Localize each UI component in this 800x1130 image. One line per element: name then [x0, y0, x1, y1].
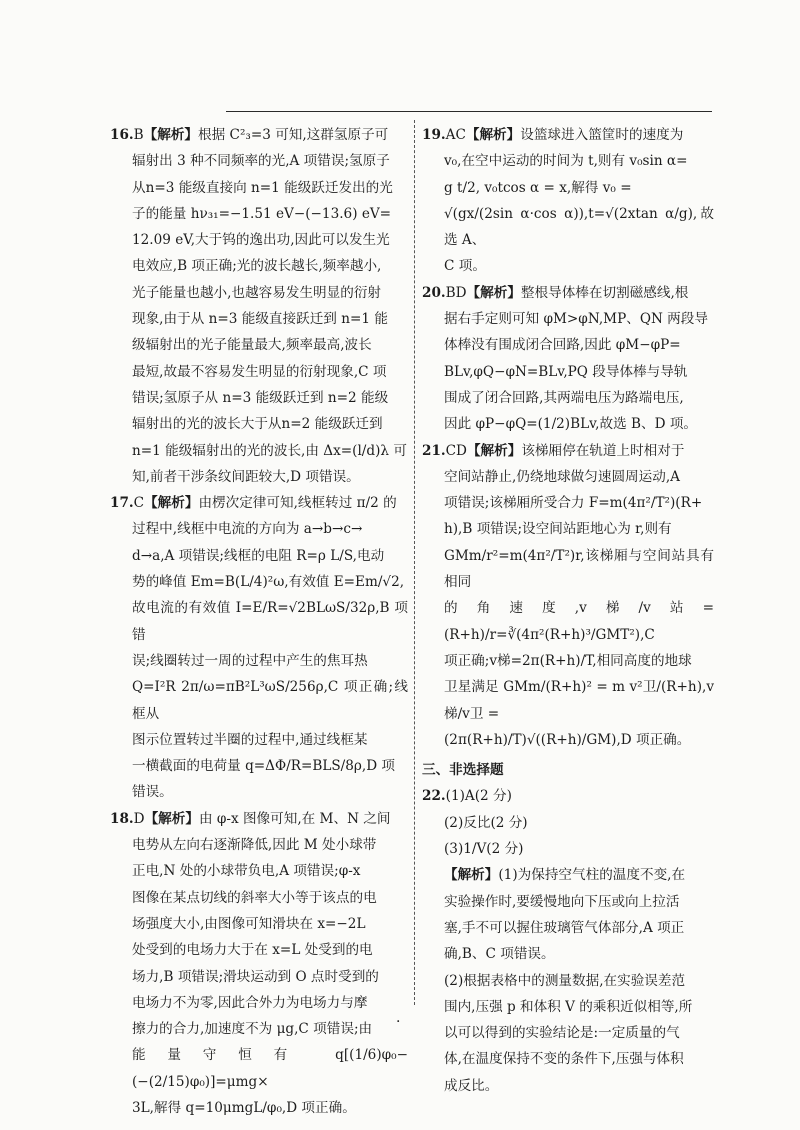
q18-num: 18.: [110, 810, 134, 827]
q21-line: 项错误;该梯厢所受合力 F=m(4π²/T²)(R+: [444, 495, 703, 512]
q21-answer: CD: [445, 442, 467, 459]
q16-line: n=1 能级辐射出的光的波长,由 Δx=(l/d)λ 可: [132, 442, 407, 459]
header-rule: [226, 111, 712, 112]
q16-line: 辐射出 3 种不同频率的光,A 项错误;氢原子: [132, 153, 390, 170]
q17-line: d→a,A 项错误;线框的电阻 R=ρ L/S,电动: [132, 547, 385, 564]
q19-text: 设篮球进入篮筐时的速度为: [520, 127, 684, 143]
q16-num: 16.: [110, 127, 134, 143]
q22-answer-3: (3)1/V(2 分): [444, 841, 524, 858]
q17-num: 17.: [110, 495, 134, 512]
left-column: [110, 122, 408, 1121]
q17-line: Q=I²R 2π/ω=πB²L³ωS/256ρ,C 项正确;线框从: [132, 679, 408, 722]
q19-num: 19.: [422, 127, 446, 143]
q20-text: 整根导体棒在切割磁感线,根: [520, 284, 689, 301]
right-column: [422, 122, 714, 1099]
q20-num: 20.: [422, 284, 446, 301]
q16-line: 错误;氢原子从 n=3 能级跃迁到 n=2 能级: [132, 389, 389, 406]
q17-line: 故电流的有效值 I=E/R=√2BLωS/32ρ,B 项错: [132, 600, 408, 643]
question-18: [110, 806, 408, 1122]
q22-analysis-line: 以可以得到的实验结论是:一定质量的气: [444, 1025, 680, 1042]
q22-analysis-line: 围内,压强 p 和体积 V 的乘积近似相等,所: [444, 998, 693, 1015]
q18-line: 能量守恒有 q[(1/6)φ₀−(−(2/15)φ₀)]=μmg×: [132, 1047, 408, 1090]
q16-line: 现象,由于从 n=3 能级直接跃迁到 n=1 能: [132, 311, 388, 328]
q20-line: BLv,φQ−φN=BLv,PQ 段导体棒与导轨: [444, 363, 688, 380]
q21-line: 项正确;v梯=2π(R+h)/T,相同高度的地球: [444, 652, 692, 669]
q20-answer: BD: [445, 284, 467, 301]
q19-line: C 项。: [444, 258, 486, 275]
q18-line: 场力,B 项错误;滑块运动到 O 点时受到的: [132, 968, 379, 985]
q17-line: 误;线圈转过一周的过程中产生的焦耳热: [132, 652, 368, 669]
q17-line-0: [110, 490, 408, 516]
q22-analysis-line: 体,在温度保持不变的条件下,压强与体积: [444, 1051, 684, 1068]
q19-line: g t/2, v₀tcos α = x,解得 v₀ =: [444, 179, 632, 196]
question-19: [422, 122, 714, 280]
q19-line-0: [422, 122, 714, 148]
q19-tag: 【解析】: [465, 127, 521, 143]
q22-analysis-tag: 【解析】: [444, 867, 499, 884]
q16-line: 辐射出的光的波长大于从n=2 能级跃迁到: [132, 416, 383, 433]
q21-line: h),B 项错误;设空间站距地心为 r,则有: [444, 521, 672, 538]
q17-answer: C: [133, 495, 145, 512]
q20-tag: 【解析】: [466, 284, 521, 301]
q16-line: 级辐射出的光子能量最大,频率最高,波长: [132, 337, 372, 354]
q20-line: 体棒没有围成闭合回路,因此 φM−φP=: [444, 337, 681, 354]
q16-line: 12.09 eV,大于钨的逸出功,因此可以发生光: [132, 232, 390, 249]
q16-line-0: [110, 122, 408, 148]
q20-line: 据右手定则可知 φM>φN,MP、QN 两段导: [444, 311, 708, 328]
q22-answer-1: (1)A(2 分): [445, 788, 512, 805]
q22-num: 22.: [422, 788, 446, 805]
q16-line: 知,前者干涉条纹间距较大,D 项错误。: [132, 468, 360, 485]
q19-line: v₀,在空中运动的时间为 t,则有 v₀sin α=: [444, 153, 688, 170]
q18-tag: 【解析】: [144, 810, 199, 827]
q16-line: 子的能量 hν₃₁=−1.51 eV−(−13.6) eV=: [132, 205, 392, 222]
q17-line: 图示位置转过半圈的过程中,通过线框某: [132, 731, 368, 748]
q17-tag: 【解析】: [144, 495, 199, 512]
q21-num: 21.: [422, 442, 446, 459]
q22-line-0: [422, 783, 714, 809]
q17-text: 由楞次定律可知,线框转过 π/2 的: [198, 495, 397, 512]
q21-line: (2π(R+h)/T)√((R+h)/GM),D 项正确。: [444, 731, 691, 748]
q22-analysis-line: 塞,手不可以握住玻璃管气体部分,A 项正: [444, 919, 685, 936]
q17-line: 错误。: [132, 784, 173, 801]
column-divider: [414, 120, 415, 1005]
q20-line-0: [422, 280, 714, 306]
q17-line: 过程中,线框中电流的方向为 a→b→c→: [132, 521, 363, 538]
q18-line-0: [110, 806, 408, 832]
q21-text: 该梯厢停在轨道上时相对于: [521, 442, 685, 459]
q16-line: 从n=3 能级直接向 n=1 能级跃迁发出的光: [132, 179, 393, 196]
q18-line: 图像在某点切线的斜率大小等于该点的电: [132, 889, 377, 906]
question-21: [422, 438, 714, 754]
question-22: [422, 783, 714, 1099]
q22-analysis-line: 实验操作时,要缓慢地向下压或向上拉活: [444, 893, 680, 910]
q16-line: 电效应,B 项正确;光的波长越长,频率越小,: [132, 258, 382, 275]
q16-text: 根据 C²₃=3 可知,这群氢原子可: [198, 127, 389, 143]
q22-analysis-line-0: [444, 862, 714, 888]
q21-line: GMm/r²=m(4π²/T²)r,该梯厢与空间站具有相同: [444, 547, 714, 591]
q21-line: 的角速度,v梯/v站=(R+h)/r=∛(4π²(R+h)³/GMT²),C: [444, 600, 714, 643]
q17-line: 势的峰值 Em=B(L/4)²ω,有效值 E=Em/√2,: [132, 574, 405, 591]
q20-line: 因此 φP−φQ=(1/2)BLv,故选 B、D 项。: [444, 416, 698, 433]
q19-line: √(gx/(2sin α·cos α)),t=√(2xtan α/g),故选 A、: [444, 205, 714, 249]
page-mark: ·: [396, 1014, 401, 1030]
q18-line: 电势从左向右逐渐降低,因此 M 处小球带: [132, 837, 377, 854]
q18-line: 处受到的电场力大于在 x=L 处受到的电: [132, 942, 373, 959]
q22-analysis-text: (1)为保持空气柱的温度不变,在: [498, 867, 686, 884]
q16-line: 光子能量也越小,也越容易发生明显的衍射: [132, 284, 382, 301]
q18-line: 3L,解得 q=10μmgL/φ₀,D 项正确。: [132, 1099, 356, 1116]
q22-analysis-line: 确,B、C 项错误。: [444, 946, 555, 963]
section-title: 三、非选择题: [422, 762, 504, 779]
q22-analysis-line: (2)根据表格中的测量数据,在实验误差范: [444, 972, 686, 989]
q17-line: 一横截面的电荷量 q=ΔΦ/R=BLS/8ρ,D 项: [132, 758, 396, 775]
q20-line: 围成了闭合回路,其两端电压为路端电压,: [444, 389, 684, 406]
q18-line: 正电,N 处的小球带负电,A 项错误;φ-x: [132, 863, 361, 880]
q18-answer: D: [133, 810, 145, 827]
q21-line: 空间站静止,仍绕地球做匀速圆周运动,A: [444, 468, 680, 485]
question-16: [110, 122, 408, 490]
q16-tag: 【解析】: [143, 127, 199, 143]
q21-line: 卫星满足 GMm/(R+h)² = m v²卫/(R+h),v梯/v卫 =: [444, 679, 714, 722]
q21-line-0: [422, 438, 714, 464]
q21-tag: 【解析】: [466, 442, 522, 459]
question-20: [422, 280, 714, 438]
q18-line: 场强度大小,由图像可知滑块在 x=−2L: [132, 915, 366, 932]
q22-answer-2: (2)反比(2 分): [444, 814, 528, 831]
q18-line: 电场力不为零,因此合外力为电场力与摩: [132, 994, 368, 1011]
q16-line: 最短,故最不容易发生明显的衍射现象,C 项: [132, 363, 387, 380]
q22-analysis-line: 成反比。: [444, 1077, 499, 1094]
q18-text: 由 φ-x 图像可知,在 M、N 之间: [198, 810, 391, 827]
q16-answer: B: [133, 127, 144, 143]
q19-answer: AC: [445, 127, 466, 143]
question-17: [110, 490, 408, 806]
q18-line: 擦力的合力,加速度不为 μg,C 项错误;由: [132, 1021, 373, 1038]
